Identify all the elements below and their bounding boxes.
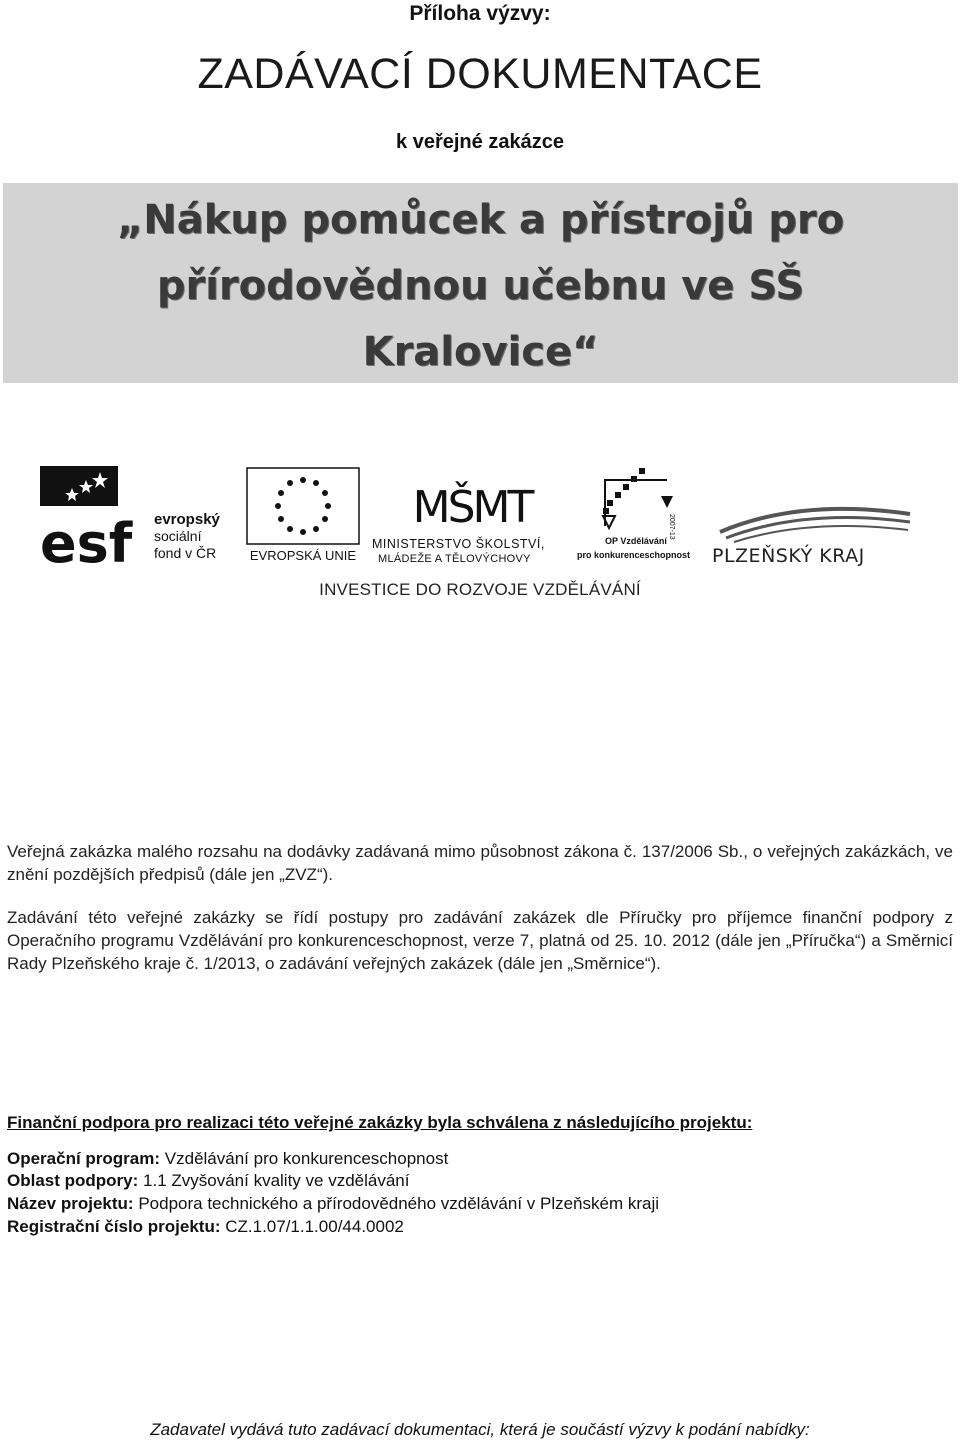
procedure-paragraph: Zadávání této veřejné zakázky se řídí postupy pro zadávání zakázek dle Příručky pro příjemce finanční podpory z Operačního programu Vzdělávání pro konkurenceschopnost, verze 7, platná od 25. 10. 2012 (dále jen „Příručka“) a Směrnicí Rady Plzeňského kraje č. 1/2013, o zadávání veřejných zakázek (dále jen „Směrnice“). xyxy=(7,908,953,973)
funding-value: CZ.1.07/1.1.00/44.0002 xyxy=(225,1217,404,1236)
msmt-text-line-2: MLÁDEŽE A TĚLOVÝCHOVY xyxy=(378,553,531,565)
esf-text-line-3: fond v ČR xyxy=(154,545,217,561)
contract-name-line-1: „Nákup pomůcek a přístrojů pro xyxy=(116,197,845,243)
funding-label: Operační program: xyxy=(7,1149,161,1168)
op-dots-icon xyxy=(603,468,645,514)
esf-text-line-1: evropský xyxy=(154,511,220,528)
esf-mark: esf xyxy=(40,512,133,566)
kraj-waves-icon xyxy=(720,509,910,542)
funding-value: Vzdělávání pro konkurenceschopnost xyxy=(164,1149,449,1168)
contract-name-banner xyxy=(3,183,958,383)
op-text-line-1: OP Vzdělávání xyxy=(605,536,667,546)
op-years: 2007-13 xyxy=(668,514,675,540)
msmt-logo xyxy=(372,466,572,566)
funding-row-project-name xyxy=(7,1193,659,1215)
funding-label: Registrační číslo projektu: xyxy=(7,1217,221,1236)
funding-row-program xyxy=(7,1148,448,1170)
msmt-mark: MŠMT xyxy=(412,482,532,533)
esf-flag-block xyxy=(40,466,118,506)
funding-value: Podpora technického a přírodovědného vzdělávání v Plzeňském kraji xyxy=(138,1194,660,1213)
funding-row-area xyxy=(7,1170,409,1192)
document-subtitle: k veřejné zakázce xyxy=(396,131,564,153)
funding-value: 1.1 Zvyšování kvality ve vzdělávání xyxy=(143,1171,410,1190)
eu-logo xyxy=(245,466,363,566)
contract-name-line-3: Kralovice“ xyxy=(362,329,599,375)
funding-label: Oblast podpory: xyxy=(7,1171,139,1190)
msmt-text-line-1: MINISTERSTVO ŠKOLSTVÍ, xyxy=(372,537,545,551)
kraj-label: PLZEŇSKÝ KRAJ xyxy=(712,545,865,567)
op-vk-logo xyxy=(577,466,707,566)
investice-slogan: INVESTICE DO ROZVOJE VZDĚLÁVÁNÍ xyxy=(319,580,641,599)
esf-text-line-2: sociální xyxy=(154,528,202,544)
esf-logo xyxy=(40,466,240,566)
funding-label: Název projektu: xyxy=(7,1194,134,1213)
footer-statement: Zadavatel vydává tuto zadávací dokumentaci, která je součástí výzvy k podání nabídky: xyxy=(150,1420,810,1439)
op-triangle-icon xyxy=(661,496,673,508)
op-text-line-2: pro konkurenceschopnost xyxy=(577,550,691,560)
funding-row-registration xyxy=(7,1216,404,1238)
eu-label: EVROPSKÁ UNIE xyxy=(249,548,357,563)
contract-name-line-2: přírodovědnou učebnu ve SŠ xyxy=(156,263,805,309)
document-title: ZADÁVACÍ DOKUMENTACE xyxy=(197,50,763,98)
plzensky-kraj-logo xyxy=(710,500,915,570)
annex-label: Příloha výzvy: xyxy=(409,2,551,25)
legal-basis-paragraph: Veřejná zakázka malého rozsahu na dodávky zadávaná mimo působnost zákona č. 137/2006 Sb., o veřejných zakázkách, ve znění pozdějších předpisů (dále jen „ZVZ“). xyxy=(7,842,953,884)
funding-heading: Finanční podpora pro realizaci této veřejné zakázky byla schválena z následujícího projektu: xyxy=(7,1113,753,1132)
